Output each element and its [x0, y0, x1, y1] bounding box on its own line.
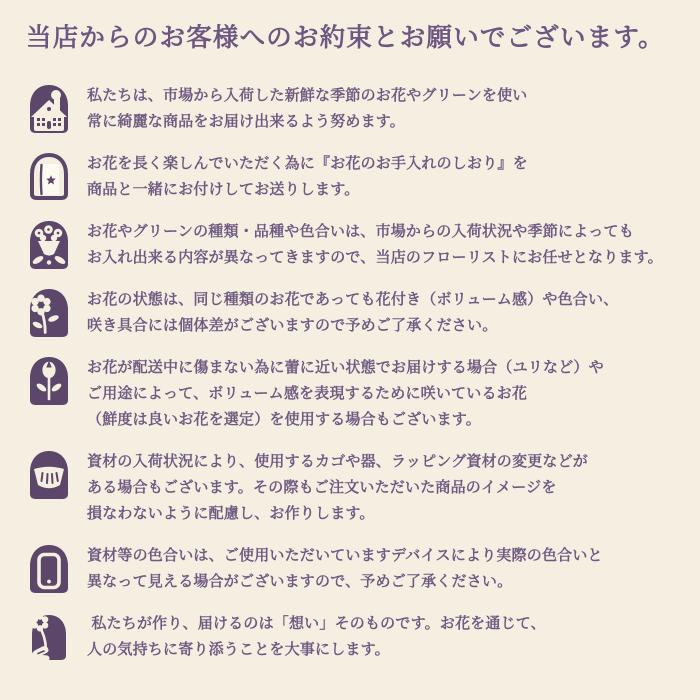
item-text-line: お花を長く楽しんでいただく為に『お花のお手入れのしおり』を	[87, 155, 528, 172]
promise-item-fresh-flowers	[26, 83, 678, 135]
promise-item-care-leaflet	[26, 151, 678, 203]
item-text-line: お花やグリーンの種類・品種や色合いは、市場からの入荷状況や季節によっても	[87, 223, 634, 240]
item-text-line: お花の状態は、同じ種類のお花であっても花付き（ボリューム感）や色合い、	[87, 291, 619, 308]
item-text-line: 資材の入荷状況により、使用するカゴや器、ラッピング資材の変更などが	[87, 453, 589, 470]
smartphone-icon	[26, 544, 72, 594]
item-text-line: お入れ出来る内容が異なってきますので、当店のフローリストにお任せとなります。	[87, 249, 663, 266]
item-text-line: 資材等の色合いは、ご使用いただいていますデバイスにより実際の色合いと	[87, 547, 603, 564]
promise-item-individual-difference	[26, 287, 678, 339]
promise-item-device-color	[26, 543, 678, 595]
item-text-line: （鮮度は良いお花を選定）を使用する場合もございます。	[87, 411, 482, 428]
tulip-bud-icon	[26, 356, 72, 406]
item-text-line: 商品と一緒にお付けしてお送りします。	[87, 181, 360, 198]
bouquet-icon	[26, 220, 72, 270]
item-text-line: お花が配送中に傷まない為に蕾に近い状態でお届けする場合（ユリなど）や	[87, 359, 604, 376]
promise-item-florist-choice	[26, 219, 678, 271]
item-text-line: 私たちは、市場から入荷した新鮮な季節のお花やグリーンを使い	[87, 87, 528, 104]
item-text-line: 常に綺麗な商品をお届け出来るよう努めます。	[87, 113, 406, 130]
basket-icon	[26, 450, 72, 500]
item-text-line: 損なわないように配慮し、お作りします。	[87, 505, 375, 522]
promise-item-heartfelt	[26, 611, 678, 663]
care-leaflet-icon	[26, 152, 72, 202]
flower-icon	[26, 288, 72, 338]
hand-flower-icon	[26, 612, 72, 662]
shop-house-icon	[26, 84, 72, 134]
item-text-line: ご用途によって、ボリューム感を表現するために咲いているお花	[87, 385, 528, 402]
item-text-line: 私たちが作り、届けるのは「想い」そのものです。お花を通じて、	[87, 615, 546, 632]
promise-item-materials-change	[26, 449, 678, 527]
item-text-line: 異なって見える場合がございますので、予めご了承ください。	[87, 573, 513, 590]
page-title: 当店からのお客様へのお約束とお願いでございます。	[26, 24, 665, 52]
promise-item-bud-condition	[26, 355, 678, 433]
item-text-line: ある場合もございます。その際もご注文いただいた商品のイメージを	[87, 479, 557, 496]
item-text-line: 人の気持ちに寄り添うことを大事にします。	[87, 641, 390, 658]
item-text-line: 咲き具合には個体差がございますので予めご了承ください。	[87, 317, 498, 334]
